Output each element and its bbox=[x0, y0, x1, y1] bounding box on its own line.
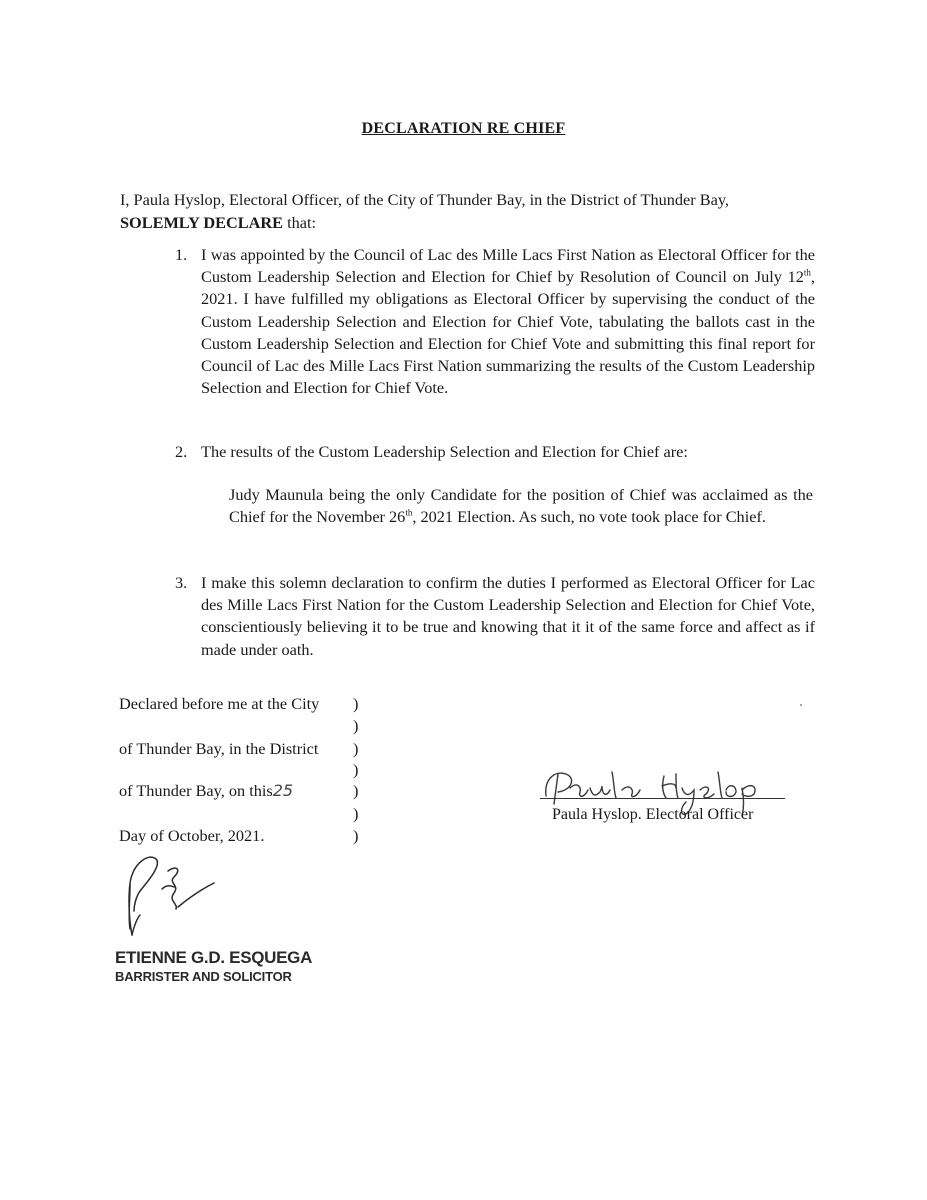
list-item-number: 1. bbox=[175, 245, 188, 264]
bracket: ) bbox=[353, 694, 359, 713]
signature-line bbox=[540, 798, 785, 799]
bracket: ) bbox=[353, 739, 359, 758]
commissioner-signature bbox=[118, 845, 318, 955]
bracket: ) bbox=[353, 716, 359, 735]
intro-paragraph bbox=[120, 189, 820, 234]
bracket: ) bbox=[353, 760, 359, 779]
bracket: ) bbox=[353, 826, 359, 845]
declaration-line: of Thunder Bay, in the District bbox=[119, 739, 319, 758]
list-item-text: I make this solemn declaration to confirm the duties I performed as Electoral Officer for Lac des Mille Lacs First Nation for the Custom Leadership Selection and Election for Chief Vote, conscientiously believing it to be true and knowing that it it of the same force and affect as if made under oath. bbox=[201, 573, 815, 659]
stamp-name: ETIENNE G.D. ESQUEGA bbox=[115, 948, 313, 967]
list-item bbox=[175, 572, 815, 661]
stamp-role: BARRISTER AND SOLICITOR bbox=[115, 969, 292, 984]
bracket: ) bbox=[353, 781, 359, 800]
intro-bold: SOLEMLY DECLARE bbox=[120, 212, 284, 232]
list-item bbox=[175, 244, 815, 399]
list-item-number: 2. bbox=[175, 442, 188, 461]
signer-caption: Paula Hyslop. Electoral Officer bbox=[552, 806, 754, 823]
list-item-text: I was appointed by the Council of Lac des Mille Lacs First Nation as Electoral Officer for the Custom Leadership Selection and Election for Chief by Resolution of Council on July 12th, 2021. I have fulfilled my obligations as Electoral Officer by supervising the conduct of the Custom Leadership Selection and Election for Chief Vote, tabulating the ballots cast in the Custom Leadership Selection and Election for Chief Vote and submitting this final report for Council of Lac des Mille Lacs First Nation summarizing the results of the Custom Leadership Selection and Election for Chief Vote. bbox=[201, 245, 815, 398]
intro-text: I, Paula Hyslop, Electoral Officer, of the City of Thunder Bay, in the District of Thunder Bay, bbox=[120, 190, 729, 209]
scan-speck bbox=[800, 704, 802, 706]
bracket: ) bbox=[353, 804, 359, 823]
declaration-line: Day of October, 2021. bbox=[119, 826, 265, 845]
list-item bbox=[175, 441, 815, 463]
document-title: DECLARATION RE CHIEF bbox=[361, 120, 566, 137]
intro-tail: that: bbox=[283, 212, 317, 232]
handwritten-day: 25 bbox=[272, 781, 294, 800]
commissioner-stamp bbox=[115, 948, 312, 986]
election-result: Judy Maunula being the only Candidate for the position of Chief was acclaimed as the Chief for the November 26th, 2021 Election. As such, no vote took place for Chief. bbox=[229, 485, 813, 527]
list-item-text: The results of the Custom Leadership Selection and Election for Chief are: bbox=[201, 442, 688, 461]
declaration-line: of Thunder Bay, on this25 bbox=[119, 781, 294, 800]
list-item-number: 3. bbox=[175, 573, 188, 592]
declaration-line: Declared before me at the City bbox=[119, 694, 320, 713]
